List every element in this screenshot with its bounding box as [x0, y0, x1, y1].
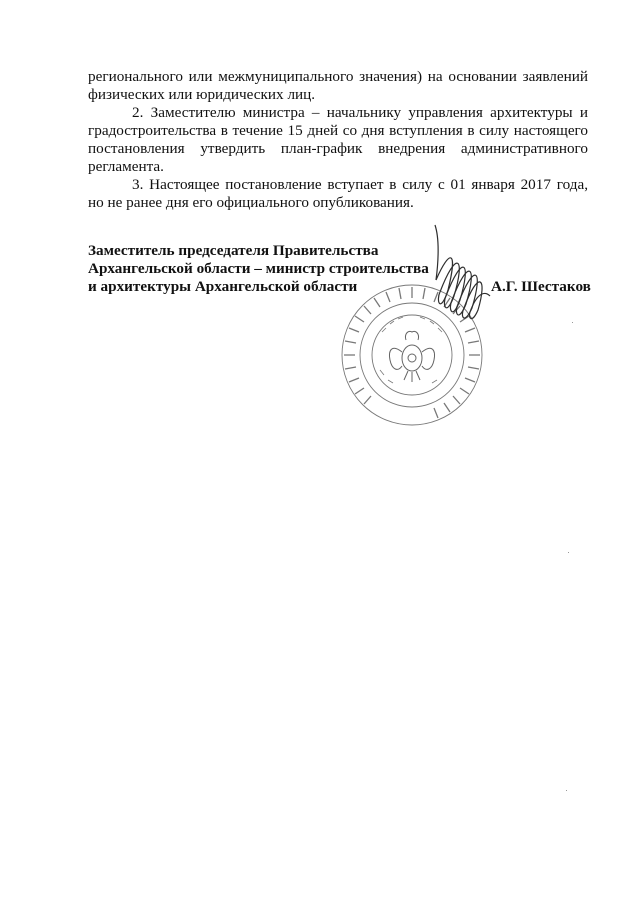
paragraph-2-line-2: градостроительства в течение 15 дней со дня вступления в силу настоящего — [88, 122, 588, 139]
official-seal-stamp — [340, 220, 500, 440]
paragraph-1-line-1: регионального или межмуниципального значения) на основании заявлений — [88, 68, 588, 85]
paragraph-3-line-1: 3. Настоящее постановление вступает в силу с 01 января 2017 года, — [132, 176, 588, 193]
paragraph-3-line-2: но не ранее дня его официального опубликования. — [88, 194, 414, 211]
scan-speck — [566, 790, 567, 791]
scan-speck — [572, 322, 573, 323]
signatory-title-line-2: Архангельской области – министр строительства — [88, 260, 429, 277]
signatory-name: А.Г. Шестаков — [491, 278, 591, 295]
signatory-title-line-3: и архитектуры Архангельской области — [88, 278, 358, 295]
scan-speck — [568, 552, 569, 553]
paragraph-2-line-3: постановления утвердить план-график внедрения административного — [88, 140, 588, 157]
paragraph-1-line-2: физических или юридических лиц. — [88, 86, 316, 103]
signatory-title-line-1: Заместитель председателя Правительства — [88, 242, 379, 259]
paragraph-2-line-1: 2. Заместителю министра – начальнику управления архитектуры и — [132, 104, 588, 121]
paragraph-2-line-4: регламента. — [88, 158, 164, 175]
